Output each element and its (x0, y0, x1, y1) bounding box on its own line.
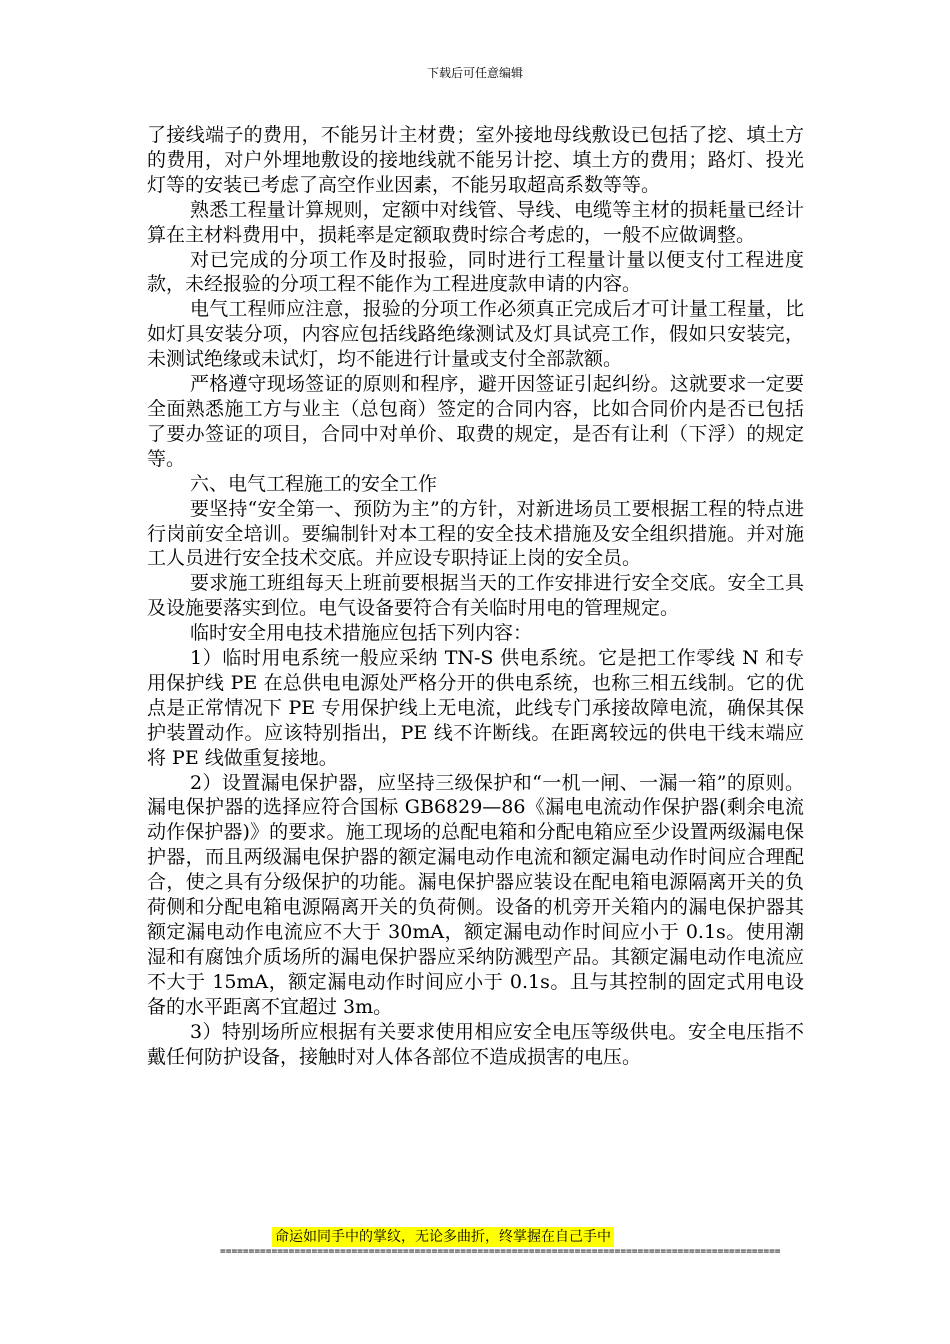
footer-divider: ================================================================================================== (220, 1246, 781, 1257)
paragraph-3: 对已完成的分项工作及时报验，同时进行工程量计量以便支付工程进度款，未经报验的分项工程不能作为工程进度款申请的内容。 (147, 248, 804, 296)
section-heading: 六、电气工程施工的安全工作 (190, 472, 438, 495)
footer-motto: 命运如同手中的掌纹，无论多曲折，终掌握在自己手中 (272, 1227, 614, 1247)
document-body (147, 123, 804, 1069)
paragraph-9: 临时安全用电技术措施应包括下列内容： (190, 622, 533, 645)
list-item-2: 2）设置漏电保护器，应坚持三级保护和“一机一闸、一漏一箱”的原则。漏电保护器的选择应符合国标 GB6829—86《漏电电流动作保护器(剩余电流动作保护器)》的要求。施工现场的总配电箱和分配电箱应至少设置两级漏电保护器，而且两级漏电保护器的额定漏电动作电流和额定漏电动作时间应合理配合，使之具有分级保护的功能。漏电保护器应装设在配电箱电源隔离开关的负荷侧和分配电箱电源隔离开关的负荷侧。设备的机旁开关箱内的漏电保护器其额定漏电动作电流应不大于 30mA，额定漏电动作时间应小于 0.1s。使用潮湿和有腐蚀介质场所的漏电保护器应采纳防溅型产品。其额定漏电动作电流应不大于 15mA，额定漏电动作时间应小于 0.1s。且与其控制的固定式用电设备的水平距离不宜超过 3m。 (147, 771, 804, 1018)
paragraph-1: 了接线端子的费用，不能另计主材费；室外接地母线敷设已包括了挖、填土方的费用，对户外埋地敷设的接地线就不能另计挖、填土方的费用；路灯、投光灯等的安装已考虑了高空作业因素，不能另取超高系数等等。 (147, 124, 804, 196)
list-item-3: 3）特别场所应根据有关要求使用相应安全电压等级供电。安全电压指不戴任何防护设备，接触时对人体各部位不造成损害的电压。 (147, 1020, 804, 1068)
paragraph-7: 要坚持“安全第一、预防为主”的方针，对新进场员工要根据工程的特点进行岗前安全培训。要编制针对本工程的安全技术措施及安全组织措施。并对施工人员进行安全技术交底。并应设专职持证上岗的安全员。 (147, 497, 804, 570)
paragraph-2: 熟悉工程量计算规则，定额中对线管、导线、电缆等主材的损耗量已经计算在主材料费用中，损耗率是定额取费时综合考虑的，一般不应做调整。 (147, 198, 804, 246)
page-header-note: 下载后可任意编辑 (426, 66, 523, 80)
paragraph-5: 严格遵守现场签证的原则和程序，避开因签证引起纠纷。这就要求一定要全面熟悉施工方与业主（总包商）签定的合同内容，比如合同价内是否已包括了要办签证的项目，合同中对单价、取费的规定，是否有让利（下浮）的规定等。 (147, 373, 804, 470)
paragraph-8: 要求施工班组每天上班前要根据当天的工作安排进行安全交底。安全工具及设施要落实到位。电气设备要符合有关临时用电的管理规定。 (147, 572, 804, 620)
paragraph-4: 电气工程师应注意，报验的分项工作必须真正完成后才可计量工程量，比如灯具安装分项，内容应包括线路绝缘测试及灯具试亮工作，假如只安装完，未测试绝缘或未试灯，均不能进行计量或支付全部款额。 (147, 298, 804, 371)
list-item-1: 1）临时用电系统一般应采纳 TN-S 供电系统。它是把工作零线 N 和专用保护线 PE 在总供电电源处严格分开的供电系统，也称三相五线制。它的优点是正常情况下 PE 专用保护线上无电流，此线专门承接故障电流，确保其保护装置动作。应该特别指出，PE 线不许断线。在距离较远的供电干线末端应将 PE 线做重复接地。 (147, 647, 804, 769)
